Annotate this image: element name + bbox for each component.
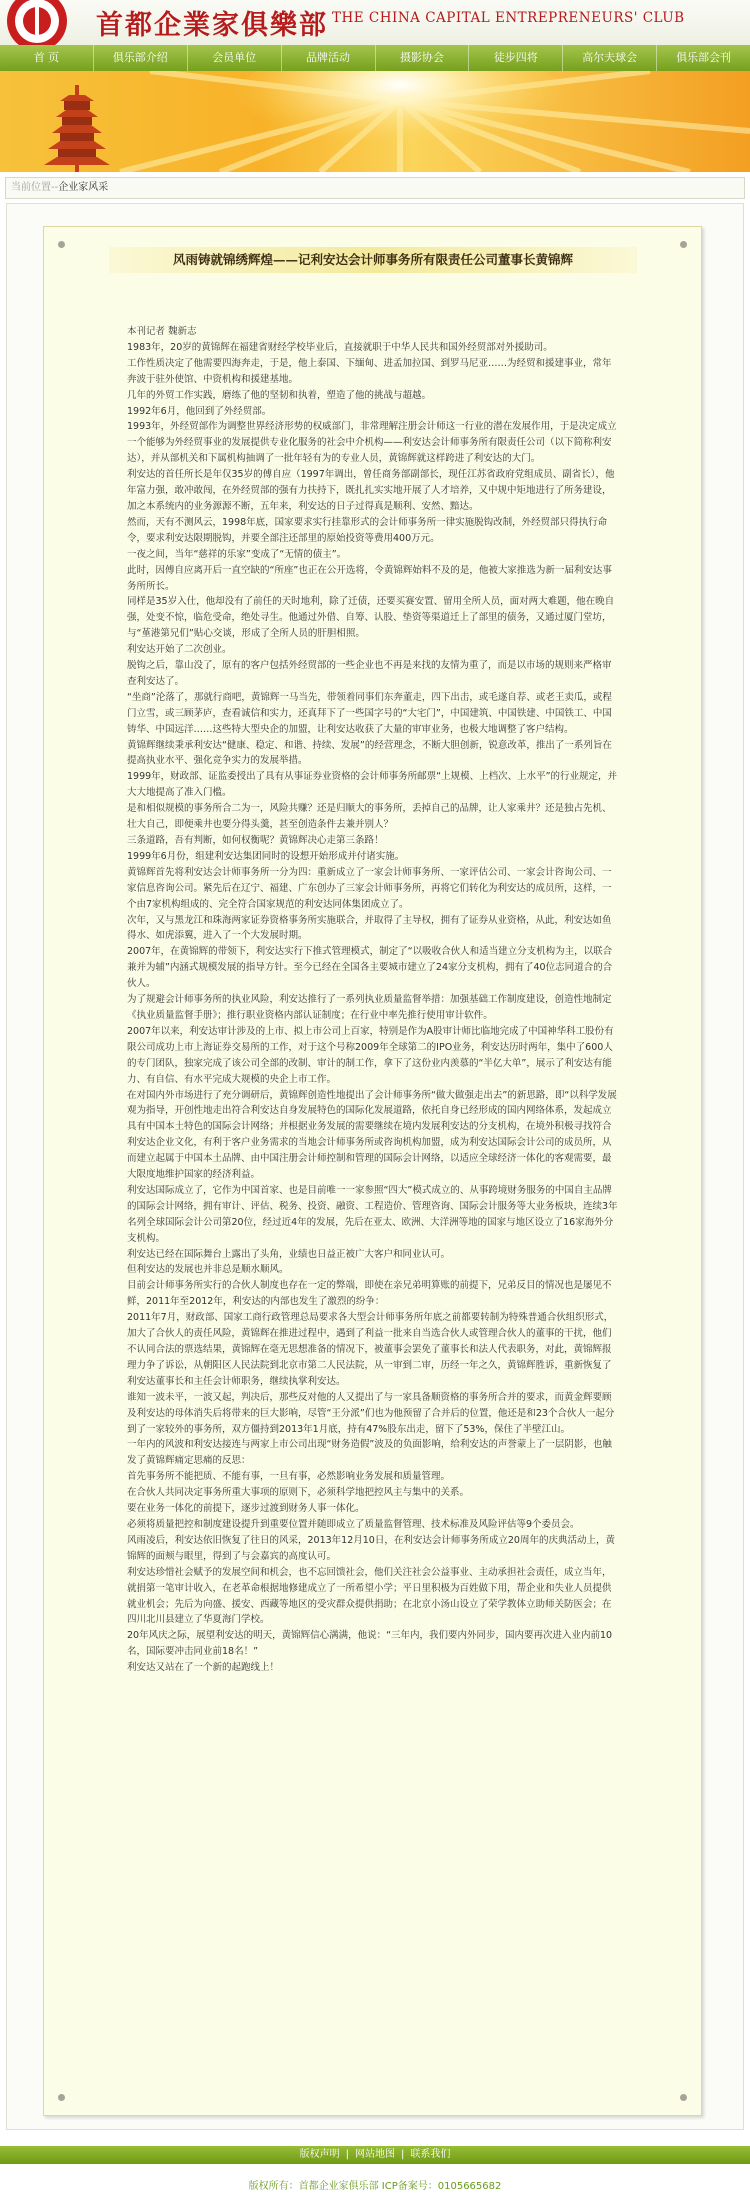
breadcrumb-home-link[interactable]: 当前位置	[11, 182, 51, 193]
nav-item-home[interactable]: 首 页	[0, 45, 94, 71]
article-paragraph: 同样是35岁入仕，他却没有了前任的天时地利，除了迁债，还要买赛安置、留用全所人员，面对两大难题，他在晚自强，处变不惊，临危受命，绝处寻生。他通过外借、自筹、认股、垫资等渠道迁上了部里的债务，又通过厦门堂坊，与“堇港第兄们”贴心交谈，形成了全所人员的肝胆相照。	[127, 596, 615, 640]
corner-dot-icon	[680, 241, 687, 248]
site-header	[0, 0, 750, 45]
hero-banner	[0, 71, 750, 172]
article-paragraph: 首先事务所不能把质、不能有事，一旦有事，必然影响业务发展和质量管理。	[127, 1471, 451, 1483]
article-paragraph: 利安达又站在了一个新的起跑线上！	[127, 1662, 280, 1674]
corner-dot-icon	[58, 241, 65, 248]
article-paragraph: 利安达已经在国际舞台上露出了头角，业绩也日益正被广大客户和同业认可。	[127, 1248, 451, 1260]
article-title-bar	[109, 247, 637, 273]
article-paragraph: 三条道路，吾有判断，如何权衡呢？黄锦辉决心走第三条路！	[127, 835, 384, 846]
article-paragraph: 一夜之间，当年“慈祥的乐家”变成了“无情的债主”。	[127, 548, 347, 560]
article-paragraph: 但利安达的发展也并非总是顺水顺风。	[127, 1264, 289, 1276]
footer-links-bar	[0, 2146, 750, 2164]
article-paragraph: 在对国内外市场进行了充分调研后，黄锦辉创造性地提出了会计师事务所“做大做强走出去”的新思路，即“以科学发展观为指导，开创性地走出符合利安达自身发展特色的国际化发展道路，依托自身已经形成的国内网络体系，发起成立具有中国本土特色的国际会计网络；并根据业务发展的需要继续在境内发展利安达的分支机构，在境外积极寻找符合利安达企业文化，有利于客户业务需求的当地会计师事务所或咨询机构加盟，成为利安达国际会计公司的成员所，从而建立起属于中国本土品牌、由中国注册会计师控制和管理的国际会计网络，以适应全球经济一体化的客观需要，最大限度地维护国家的经济利益。	[127, 1089, 617, 1181]
article-paragraph: 工作性质决定了他需要四海奔走，于是，他上泰国、下缅甸、进孟加拉国、到罗马尼亚……为经贸和援建事业，常年奔波于驻外使馆、中资机构和援建基地。	[127, 357, 612, 385]
article-paragraph: 1999年6月份，组建利安达集团同时的设想开始形成并付诸实施。	[127, 850, 405, 862]
article-paragraph: 1993年，外经贸部作为调整世界经济形势的权威部门，非常理解注册会计师这一行业的潜在发展作用，于是决定成立一个能够为外经贸事业的发展提供专业化服务的社会中介机构——利安达会计师事务所有限责任公司（以下简称利安达），并从部机关和下属机构抽调了一批年轻有为的专业人员，黄锦辉就这样跨进了利安达的大门。	[127, 421, 617, 465]
breadcrumb-separator: --	[51, 182, 59, 193]
main-nav	[0, 45, 750, 71]
article-paragraph: 利安达珍惜社会赋予的发展空间和机会，也不忘回馈社会，他们关注社会公益事业、主动承担社会责任，成立当年，就捐第一笔审计收入，在老革命根据地修建成立了一所希望小学；平日里积极为百姓做下用，帮企业和失业人员提供就业机会；先后为向盛、援安、西藏等地区的受灾群众提供捐助；在北京小汤山设立了荣学教体立助师关防医会；在四川北川县建立了华夏海门学校。	[127, 1566, 612, 1626]
article-paragraph: 脱钩之后，靠山没了，原有的客户包括外经贸部的一些企业也不再是来找的友情为重了，而是以市场的规则来严格审查利安达了。	[127, 660, 612, 687]
site-title-cn: 首都企業家俱樂部	[96, 10, 328, 41]
article-paragraph: 在合伙人共同决定事务所重大事项的原则下，必须科学地把控风主与集中的关系。	[127, 1487, 470, 1499]
site-title-en: THE CHINA CAPITAL ENTREPRENEURS' CLUB	[332, 10, 685, 26]
sunburst-pagoda-illustration	[0, 71, 750, 172]
article-paragraph: 风雨凌后，利安达依旧恢复了往日的风采，2013年12月10日，在利安达会计师事务所成立20周年的庆典活动上，黄锦辉的面颊与眼里，得到了与会嘉宾的高度认可。	[127, 1534, 615, 1562]
footer-link-copyright[interactable]: 版权声明	[299, 2149, 340, 2160]
article-body	[127, 324, 620, 1676]
article-paragraph: 然而，天有不测风云，1998年底，国家要求实行挂靠形式的会计师事务所一律实施脱钩改制，外经贸部只得执行命令，要求利安达限期脱钩，并要全部注还部里的原始投资等费用400万元。	[127, 516, 608, 544]
article-paragraph: 1983年，20岁的黄锦辉在福建省财经学校毕业后，直接就职于中华人民共和国外经贸部对外援助司。	[127, 341, 553, 353]
nav-item-hiking[interactable]: 徒步四将	[469, 45, 563, 71]
article-paragraph: 利安达的首任所长是年仅35岁的傅自应（1997年调出，曾任商务部副部长，现任江苏省政府党组成员、副省长），他年富力强，敢冲敢闯，在外经贸部的强有力扶持下，既扎扎实实地开展了人才培养，又中规中矩地进行了所务建设，加之本系统内的业务源源不断，五年来，利安达的日子过得真是顺利、安然、黯达。	[127, 469, 615, 512]
corner-dot-icon	[58, 2094, 65, 2101]
article-paragraph: 2007年，在黄锦辉的带领下，利安达实行下推式管理模式，制定了“以吸收合伙人和适当建立分支机构为主，以联合兼并为辅”内涵式规模发展的指导方针。至今已经在全国各主要城市建立了24家分支机构，拥有了40位志同道合的合伙人。	[127, 946, 613, 990]
article-byline: 本刊记者 魏新志	[127, 326, 197, 337]
corner-dot-icon	[680, 2094, 687, 2101]
article-paragraph: 黄锦辉继续秉承利安达“健康、稳定、和谐、持续、发展”的经营理念，不断大胆创新，锐意改革，推出了一系列旨在提高执业水平、强化竞争实力的发展举措。	[127, 739, 612, 767]
nav-item-members[interactable]: 会员单位	[188, 45, 282, 71]
nav-item-golf[interactable]: 高尔夫球会	[563, 45, 657, 71]
article-paragraph: 一年内的风波和利安达接连与两家上市公司出现“财务造假”波及的负面影响，给利安达的声誉蒙上了一层阴影，也触发了黄锦辉痛定思痛的反思：	[127, 1439, 612, 1467]
article-paragraph: “坐商”沦落了，那就行商吧，黄锦辉一马当先，带领着同事们东奔董走，四下出击，或毛遂自荐、或老王卖瓜，或程门立雪，或三顾茅庐，查看诚信和实力，还真拜下了一些国字号的“大宅门”，中国建筑、中国铁建、中国铁工、中国铸华、中国远洋……这些特大型央企的加盟，让利安达收获了大量的审审业务，也极大地调整了客户结构。	[127, 691, 612, 735]
article-paragraph: 利安达开始了二次创业。	[127, 644, 232, 656]
breadcrumb-current: 企业家风采	[58, 182, 109, 193]
article-paragraph: 为了规避会计师事务所的执业风险，利安达推行了一系列执业质量监督举措：加强基础工作制度建设，创造性地制定《执业质量监督手册》；推行职业资格内部认证制度；在行业中率先推行使用审计软件。	[127, 994, 612, 1021]
footer-separator: |	[401, 2149, 405, 2160]
nav-item-journal[interactable]: 俱乐部会刊	[676, 51, 732, 64]
article-paragraph: 20年风庆之际，展望利安达的明天，黄锦辉信心满满，他说：“三年内，我们要内外同步，国内要再次进入业内前10名，国际要冲击同业前18名！”	[127, 1630, 613, 1658]
article-paragraph: 利安达国际成立了，它作为中国首家、也是目前唯一一家参照“四大”模式成立的、从事跨境财务服务的中国自主品牌的国际会计网络，拥有审计、评估、税务、投资、融资、工程造价、管理咨询、国际会计服务等大业务板块，连续3年名列全球国际会计公司第20位，经过近4年的发展，先后在亚太、欧洲、大洋洲等地的国家与地区设立了16家海外分支机构。	[127, 1184, 618, 1244]
article-paragraph: 1992年6月，他回到了外经贸部。	[127, 405, 272, 417]
article-paragraph: 要在业务一体化的前提下，逐步过渡到财务人事一体化。	[127, 1503, 365, 1515]
article-paragraph: 必须将质量把控和制度建设提升到重要位置并随即成立了质量监督管理、技术标准及风险评估等9个委员会。	[127, 1518, 580, 1530]
footer-link-sitemap[interactable]: 网站地图	[355, 2149, 395, 2160]
article-paragraph: 次年，又与黑龙江和珠海两家证券资格事务所实施联合，并取得了主导权，拥有了证券从业资格，从此，利安达如鱼得水、如虎添翼，进入了一个大发展时期。	[127, 914, 612, 942]
article-paragraph: 此时，因傅自应离开后一直空缺的“所座”也正在公开选将，令黄锦辉始料不及的是，他被大家推选为新一届利安达事务所所长。	[127, 564, 612, 592]
article-paragraph: 2011年7月，财政部、国家工商行政管理总局要求各大型会计师事务所年底之前都要转制为特殊普通合伙组织形式，加大了合伙人的责任风险，黄锦辉在推进过程中，遇到了利益一批来自当选合伙人或管理合伙人的董事的干扰，他们不认同合法的票选结果，黄锦辉在毫无思想准备的情况下，被董事会罢免了董事长和法人代表职务，对此，黄锦辉报理力争了诉讼，从朝阳区人民法院到北京市第二人民法院，从一审到二审，历经一年之久，黄锦辉胜诉，重新恢复了利安达董事长和主任会计师职务，继续执掌利安达。	[127, 1312, 614, 1387]
breadcrumb	[5, 177, 745, 199]
article-title: 风雨铸就锦绣辉煌——记利安达会计师事务所有限责任公司董事长黄锦辉	[172, 252, 573, 267]
footer-link-contact[interactable]: 联系我们	[410, 2149, 451, 2160]
nav-item-brand-events[interactable]: 品牌活动	[282, 45, 376, 71]
article-paragraph: 谁知一波未平，一波又起，判决后，那些反对他的人又提出了与一家具备顺资格的事务所合并的要求，而黄金辉要顾及利安达的母体消失后将带来的巨大影响，尽管“王分派”们也为他预留了合并后的位置，他还是和23个合伙人一起分到了一家较外的事务所，双方僵持到2013年1月底，持有47%股东出走，留下了53%，保住了半壁江山。	[127, 1391, 615, 1435]
article-paragraph: 2007年以来，利安达审计涉及的上市、拟上市公司上百家，特别是作为A股审计师比临地完成了中国神华科工股份有限公司成功上市上海证券交易所的工作，对于这个号称2009年全球第二的IPO业务，利安达历时两年，集中了600人的专门团队，独家完成了该公司全部的改制、审计的制工作，拿下了这份业内羡慕的“半亿大单”，展示了利安达有能力、有自信、有水平完成大规模的央企上市工作。	[127, 1025, 614, 1085]
article-paragraph: 几年的外贸工作实践，磨练了他的坚韧和执着，塑造了他的挑战与超越。	[127, 389, 432, 401]
nav-item-club-intro[interactable]: 俱乐部介绍	[94, 45, 188, 71]
article-paragraph: 是和相似规模的事务所合二为一，风险共赚？还是归顺大的事务所，丢掉自己的品牌，让人家乘井？还是独占先机、壮大自己，即便乘井也要分得头羹，甚至创造条件去兼并别人？	[127, 803, 612, 831]
footer-separator: |	[345, 2149, 349, 2160]
article-paragraph: 1999年，财政部、证监委授出了具有从事证券业资格的会计师事务所邮票“上规模、上档次、上水平”的行业规定，并大大地提高了准入门槛。	[127, 771, 618, 799]
club-logo-icon[interactable]	[6, 0, 68, 45]
nav-item-photography[interactable]: 摄影协会	[376, 45, 470, 71]
article-paragraph: 黄锦辉首先将利安达会计师事务所一分为四：重新成立了一家会计师事务所、一家评估公司、一家会计咨询公司、一家信息咨询公司。紧先后在辽宁、福建、广东创办了三家会计师事务所，再将它们转化为利安达的成员所，这样，一个由7家机构组成的、完全符合国家规范的利安达同体集团成立了。	[127, 866, 612, 910]
article-paragraph: 目前会计师事务所实行的合伙人制度也存在一定的弊端，即使在亲兄弟明算账的前提下，兄弟反目的情况也是屡见不鲜，2011年至2012年，利安达的内部也发生了激烈的纷争：	[127, 1280, 612, 1308]
footer-copyright: 版权所有：首都企业家俱乐部 ICP备案号：0105665682	[248, 2181, 502, 2192]
